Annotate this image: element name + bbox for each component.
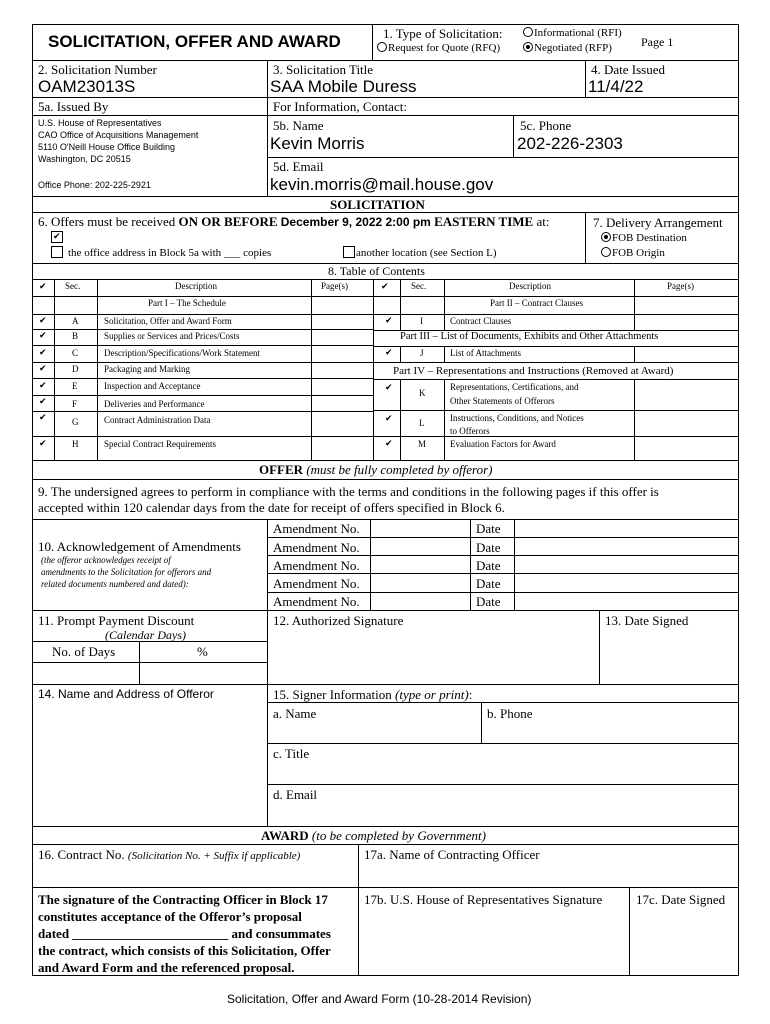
type-rfp-option[interactable] bbox=[523, 42, 612, 54]
toc-row-sec: A bbox=[72, 316, 79, 326]
check-icon: ✔ bbox=[53, 232, 61, 242]
type-rfi-option[interactable] bbox=[523, 27, 622, 39]
prompt-payment-label: 11. Prompt Payment Discount bbox=[38, 613, 195, 628]
toc-row-check: ✔ bbox=[39, 397, 47, 407]
toc-row-check: ✔ bbox=[385, 383, 393, 393]
toc-row-sec: B bbox=[72, 331, 79, 341]
toc-row-sec: D bbox=[72, 364, 79, 374]
award-heading-note: (to be completed by Government) bbox=[311, 828, 486, 843]
toc-row-sec: C bbox=[72, 348, 79, 358]
toc-row-sec: I bbox=[420, 316, 423, 326]
toc-heading: 8. Table of Contents bbox=[328, 264, 425, 278]
amendment-date-label: Date bbox=[476, 540, 501, 555]
amendments-note: amendments to the Solicitation for offerors and bbox=[41, 567, 212, 577]
toc-row-sec: M bbox=[418, 439, 427, 449]
contracting-officer-label: 17a. Name of Contracting Officer bbox=[364, 847, 540, 862]
solicitation-number-label: 2. Solicitation Number bbox=[38, 62, 157, 77]
solicitation-title: SAA Mobile Duress bbox=[270, 77, 417, 96]
block9-text: 9. The undersigned agrees to perform in compliance with the terms and conditions in the following pages if this offer is bbox=[38, 484, 659, 499]
award-statement-line: The signature of the Contracting Officer in Block 17 bbox=[38, 892, 328, 907]
type-rfp-label: Negotiated (RFP) bbox=[534, 42, 612, 54]
signer-info-colon: : bbox=[468, 687, 473, 702]
toc-row-sec: L bbox=[419, 418, 425, 428]
offers-deadline-text: 6. Offers must be received bbox=[38, 214, 176, 229]
toc-row-check: ✔ bbox=[39, 348, 47, 358]
toc-row-desc: Supplies or Services and Prices/Costs bbox=[104, 331, 240, 341]
type-rfq-radio[interactable] bbox=[377, 42, 387, 52]
amendment-no-label: Amendment No. bbox=[273, 521, 360, 536]
amendments-note: related documents numbered and dated): bbox=[41, 579, 189, 589]
toc-check-header: ✔ bbox=[39, 282, 47, 292]
signer-info-label bbox=[273, 688, 472, 701]
office-address-checkbox[interactable] bbox=[51, 246, 63, 258]
toc-row-check: ✔ bbox=[39, 316, 47, 326]
toc-sec-header: Sec. bbox=[411, 281, 427, 291]
toc-row-desc: Solicitation, Offer and Award Form bbox=[104, 316, 232, 326]
signer-name-label: a. Name bbox=[273, 706, 317, 721]
amendment-no-label: Amendment No. bbox=[273, 576, 360, 591]
toc-part4-heading: Part IV – Representations and Instructions (Removed at Award) bbox=[393, 365, 674, 377]
block9-text: accepted within 120 calendar days from the date for receipt of offers specified in Block 6. bbox=[38, 500, 505, 515]
issued-by-line: Washington, DC 20515 bbox=[38, 154, 131, 164]
toc-row-sec: E bbox=[72, 381, 78, 391]
toc-part3-heading: Part III – List of Documents, Exhibits and Other Attachments bbox=[400, 331, 659, 342]
toc-row-desc: Deliveries and Performance bbox=[104, 399, 205, 409]
amendment-no-label: Amendment No. bbox=[273, 558, 360, 573]
toc-pages-header: Page(s) bbox=[321, 281, 348, 291]
contact-email: kevin.morris@mail.house.gov bbox=[270, 175, 494, 194]
toc-check-header: ✔ bbox=[381, 282, 389, 292]
toc-row-desc: Description/Specifications/Work Statement bbox=[104, 348, 260, 358]
toc-row-sec: K bbox=[419, 388, 426, 398]
offeror-name-address-label: 14. Name and Address of Offeror bbox=[38, 687, 214, 701]
toc-row-sec: H bbox=[72, 439, 79, 449]
contact-email-label: 5d. Email bbox=[273, 159, 324, 174]
toc-row-desc: Instructions, Conditions, and Notices bbox=[450, 413, 584, 423]
amendments-label: 10. Acknowledgement of Amendments bbox=[38, 539, 241, 554]
toc-row-check: ✔ bbox=[39, 381, 47, 391]
date-signed-label: 13. Date Signed bbox=[605, 613, 689, 628]
amendment-date-label: Date bbox=[476, 594, 501, 609]
toc-row-check: ✔ bbox=[39, 439, 47, 449]
amendment-no-label: Amendment No. bbox=[273, 540, 360, 555]
toc-row-sec: G bbox=[72, 417, 79, 427]
toc-row-desc: Inspection and Acceptance bbox=[104, 381, 201, 391]
form-title: SOLICITATION, OFFER AND AWARD bbox=[48, 32, 341, 51]
type-rfp-radio[interactable] bbox=[523, 42, 533, 52]
toc-row-desc: Contract Clauses bbox=[450, 316, 512, 326]
other-location-checkbox[interactable] bbox=[343, 246, 355, 258]
toc-desc-header: Description bbox=[509, 281, 551, 291]
discount-percent-label: % bbox=[197, 644, 208, 659]
toc-part2-heading: Part II – Contract Clauses bbox=[490, 298, 583, 308]
solicitation-number: OAM23013S bbox=[38, 77, 136, 96]
type-rfi-label: Informational (RFI) bbox=[534, 27, 622, 39]
type-rfq-option[interactable] bbox=[377, 42, 500, 54]
amendment-no-label: Amendment No. bbox=[273, 594, 360, 609]
issued-by-label: 5a. Issued By bbox=[38, 99, 109, 114]
fob-origin-option[interactable] bbox=[601, 247, 665, 259]
solicitation-title-label: 3. Solicitation Title bbox=[273, 62, 374, 77]
amendment-date-label: Date bbox=[476, 576, 501, 591]
fob-destination-option[interactable] bbox=[601, 232, 687, 244]
amendment-date-label: Date bbox=[476, 521, 501, 536]
toc-row-desc: Packaging and Marking bbox=[104, 364, 190, 374]
solicitation-type-label: 1. Type of Solicitation: bbox=[383, 26, 503, 41]
solicitation-heading: SOLICITATION bbox=[330, 197, 425, 212]
offers-deadline-date: December 9, 2022 2:00 pm bbox=[280, 215, 431, 229]
signer-info-note: (type or print) bbox=[395, 687, 469, 702]
toc-row-check: ✔ bbox=[39, 331, 47, 341]
award-statement-line: dated ________________________ and consummates bbox=[38, 926, 331, 941]
toc-row-desc: Evaluation Factors for Award bbox=[450, 439, 556, 449]
offers-deadline bbox=[38, 215, 549, 228]
offers-deadline-at: at: bbox=[536, 214, 550, 229]
house-signature-label: 17b. U.S. House of Representatives Signature bbox=[364, 892, 603, 907]
signer-email-label: d. Email bbox=[273, 787, 318, 802]
toc-pages-header: Page(s) bbox=[667, 281, 694, 291]
award-statement-line: constitutes acceptance of the Offeror’s proposal bbox=[38, 909, 302, 924]
toc-row-sec: J bbox=[420, 348, 424, 358]
issued-by-line: CAO Office of Acquisitions Management bbox=[38, 130, 199, 140]
issued-by-phone: Office Phone: 202-225-2921 bbox=[38, 180, 151, 190]
contract-no-note: (Solicitation No. + Suffix if applicable) bbox=[127, 850, 301, 862]
offer-heading-note: (must be fully completed by offeror) bbox=[306, 462, 493, 477]
toc-row-sec: F bbox=[72, 399, 78, 409]
toc-row-desc: Other Statements of Offerors bbox=[450, 396, 555, 406]
toc-row-check: ✔ bbox=[385, 439, 393, 449]
contact-name: Kevin Morris bbox=[270, 134, 365, 153]
authorized-signature-label: 12. Authorized Signature bbox=[273, 613, 404, 628]
page-number: Page 1 bbox=[641, 35, 674, 49]
award-heading bbox=[261, 829, 486, 842]
toc-row-check: ✔ bbox=[39, 413, 47, 423]
other-location-option: another location (see Section L) bbox=[356, 247, 497, 259]
contract-no-title: 16. Contract No. bbox=[38, 847, 125, 862]
form-footer: Solicitation, Offer and Award Form (10-28-2014 Revision) bbox=[227, 992, 532, 1006]
toc-row-desc: Contract Administration Data bbox=[104, 415, 211, 425]
fob-origin-label: FOB Origin bbox=[612, 247, 665, 259]
amendment-date-label: Date bbox=[476, 558, 501, 573]
offer-heading-title: OFFER bbox=[259, 462, 304, 477]
type-rfq-label: Request for Quote (RFQ) bbox=[388, 42, 501, 54]
toc-row-desc: Special Contract Requirements bbox=[104, 439, 216, 449]
toc-row-desc: List of Attachments bbox=[450, 348, 521, 358]
award-statement-line: the contract, which consists of this Solicitation, Offer bbox=[38, 943, 331, 958]
signer-phone-label: b. Phone bbox=[487, 706, 533, 721]
toc-desc-header: Description bbox=[175, 281, 217, 291]
contract-no-label bbox=[38, 848, 300, 862]
contact-phone: 202-226-2303 bbox=[517, 134, 623, 153]
offers-checkbox-checked[interactable] bbox=[51, 231, 63, 243]
signer-title-label: c. Title bbox=[273, 746, 310, 761]
contact-name-label: 5b. Name bbox=[273, 118, 324, 133]
fob-destination-radio[interactable] bbox=[601, 232, 611, 242]
offer-heading bbox=[259, 463, 492, 476]
toc-row-check: ✔ bbox=[39, 364, 47, 374]
discount-days-label: No. of Days bbox=[52, 644, 116, 659]
delivery-arrangement-label: 7. Delivery Arrangement bbox=[593, 215, 723, 230]
office-address-option: the office address in Block 5a with ___ copies bbox=[68, 247, 272, 259]
toc-row-check: ✔ bbox=[385, 414, 393, 424]
issued-by-line: U.S. House of Representatives bbox=[38, 118, 162, 128]
award-date-signed-label: 17c. Date Signed bbox=[636, 892, 726, 907]
fob-origin-radio[interactable] bbox=[601, 247, 611, 257]
date-issued: 11/4/22 bbox=[588, 77, 644, 96]
offers-deadline-emphasis: ON OR BEFORE bbox=[178, 214, 278, 229]
contact-heading: For Information, Contact: bbox=[273, 99, 407, 114]
issued-by-line: 5110 O'Neill House Office Building bbox=[38, 142, 175, 152]
toc-row-desc: Representations, Certifications, and bbox=[450, 382, 579, 392]
award-heading-title: AWARD bbox=[261, 828, 309, 843]
toc-row-check: ✔ bbox=[385, 348, 393, 358]
offers-deadline-timezone: EASTERN TIME bbox=[434, 214, 534, 229]
date-issued-label: 4. Date Issued bbox=[591, 62, 666, 77]
toc-row-desc: to Offerors bbox=[450, 426, 490, 436]
signer-info-title: 15. Signer Information bbox=[273, 687, 392, 702]
toc-row-check: ✔ bbox=[385, 316, 393, 326]
prompt-payment-sub: (Calendar Days) bbox=[105, 628, 186, 642]
toc-sec-header: Sec. bbox=[65, 281, 81, 291]
award-statement-line: and Award Form and the referenced proposal. bbox=[38, 960, 295, 975]
contact-phone-label: 5c. Phone bbox=[520, 118, 572, 133]
fob-destination-label: FOB Destination bbox=[612, 232, 687, 244]
amendments-note: (the offeror acknowledges receipt of bbox=[41, 555, 171, 565]
toc-part1-heading: Part I – The Schedule bbox=[148, 298, 226, 308]
type-rfi-radio[interactable] bbox=[523, 27, 533, 37]
